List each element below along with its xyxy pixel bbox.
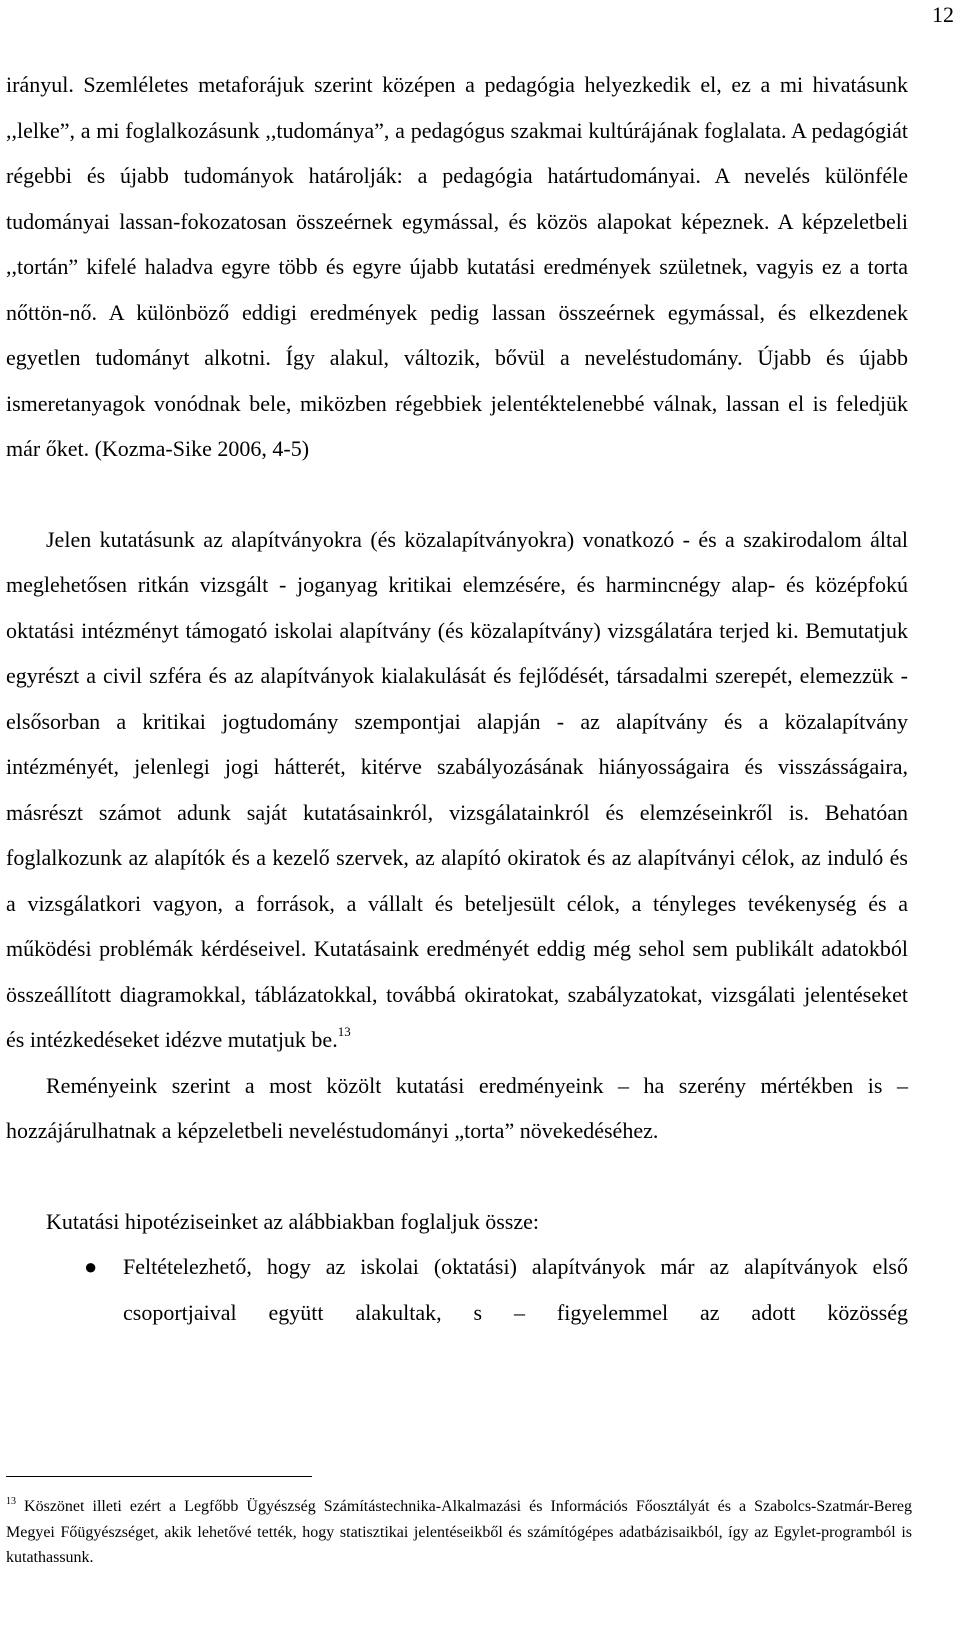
main-text bbox=[6, 62, 908, 1335]
paragraph-research-scope bbox=[6, 517, 908, 1063]
hypotheses-intro: Kutatási hipotéziseinket az alábbiakban foglaljuk össze: bbox=[46, 1208, 540, 1234]
footnote-separator bbox=[6, 1476, 312, 1477]
paragraph-torta-metaphor: irányul. Szemléletes metaforájuk szerint középen a pedagógia helyezkedik el, ez a mi hivatásunk ,,lelke”, a mi foglalkozásunk ,,tudománya”, a pedagógus szakmai kultúrájának foglalata. A pedagógiát régebbi és újabb tudományok határolják: a pedagógia határtudományai. A nevelés különféle tudományai lassan-fokozatosan összeérnek egymással, és közös alapokat képeznek. A képzeletbeli ,,tortán” kifelé haladva egyre több és egyre újabb kutatási eredmények születnek, vagyis ez a torta nőttön-nő. A különböző eddigi eredmények pedig lassan összeérnek egymással, és elkezdenek egyetlen tudományt alkotni. Így alakul, változik, bővül a neveléstudomány. Újabb és újabb ismeretanyagok vonódnak bele, miközben régebbiek jelentéktelenebbé válnak, lassan el is feledjük már őket. (Kozma-Sike 2006, 4-5) bbox=[6, 72, 908, 461]
footnote-text: Köszönet illeti ezért a Legfőbb Ügyészség Számítástechnika-Alkalmazási és Információs Főosztályát és a Szabolcs-Szatmár-Bereg Megyei Főügyészséget, akik lehetővé tették, hogy statisztikai jelentéseikből és számítógépes adatbázisaikból, így az Egylet-programból is kutathassunk. bbox=[6, 1498, 912, 1566]
paragraph-hopes: Reményeink szerint a most közölt kutatási eredményeink – ha szerény mértékben is – hozzájárulhatnak a képzeletbeli neveléstudományi „torta” növekedéséhez. bbox=[6, 1072, 908, 1143]
footnote-number: 13 bbox=[6, 1496, 16, 1507]
paragraph-gap bbox=[6, 472, 908, 517]
footnote-reference[interactable]: 13 bbox=[337, 1024, 351, 1039]
footnote bbox=[6, 1494, 912, 1571]
paragraph-research-scope-text: Jelen kutatásunk az alapítványokra (és közalapítványokra) vonatkozó - és a szakirodalom által meglehetősen ritkán vizsgált - joganyag kritikai elemzésére, és harmincnégy alap- és középfokú oktatási intézményt támogató iskolai alapítvány (és közalapítvány) vizsgálatára terjed ki. Bemutatjuk egyrészt a civil szféra és az alapítványok kialakulását és fejlődését, társadalmi szerepét, elemezzük - elsősorban a kritikai jogtudomány szempontjai alapján - az alapítvány és a közalapítvány intézményét, jelenlegi jogi hátterét, kitérve szabályozásának hiányosságaira és visszásságaira, másrészt számot adunk saját kutatásainkról, vizsgálatainkról és elemzéseinkről is. Behatóan foglalkozunk az alapítók és a kezelő szervek, az alapító okiratok és az alapítványi célok, az induló és a vizsgálatkori vagyon, a források, a vállalt és beteljesült célok, a tényleges tevékenység és a működési problémák kérdéseivel. Kutatásaink eredményét eddig még sehol sem publikált adatokból összeállított diagramokkal, táblázatokkal, továbbá okiratokat, szabályzatokat, vizsgálati jelentéseket és intézkedéseket idézve mutatjuk be. bbox=[6, 526, 908, 1052]
hypothesis-list-item bbox=[6, 1244, 908, 1335]
bullet-icon: ● bbox=[84, 1254, 98, 1279]
hypothesis-text: Feltételezhető, hogy az iskolai (oktatási) alapítványok már az alapítványok első csoportjaival együtt alakultak, s – figyelemmel az adott közösség bbox=[123, 1254, 908, 1325]
page-number: 12 bbox=[932, 2, 954, 27]
paragraph-gap bbox=[6, 1154, 908, 1199]
